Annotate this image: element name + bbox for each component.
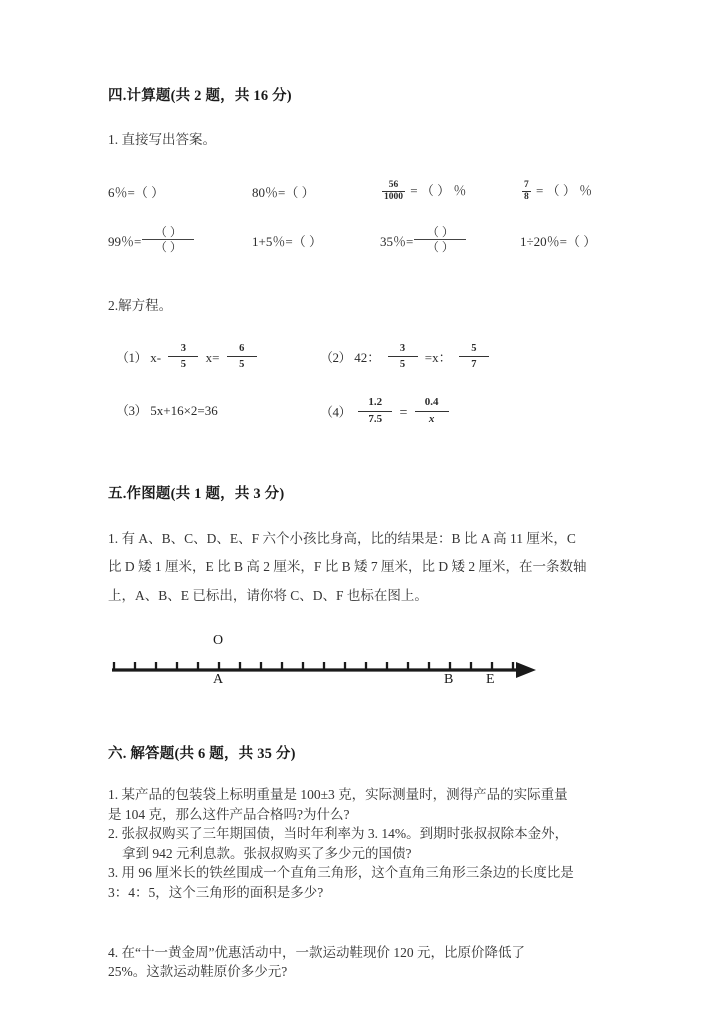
drawing-q1-line-3: 上，A、B、E 已标出，请你将 C、D、F 也标在图上。 xyxy=(108,587,428,603)
answering-question-2 xyxy=(108,824,614,863)
section-answering-heading: 六. 解答题(共 6 题，共 35 分) xyxy=(108,746,296,763)
answering-question-4 xyxy=(108,943,614,982)
equation-term-b: x= xyxy=(205,350,220,365)
calc-eq: = xyxy=(134,233,142,249)
fraction-denominator: 7.5 xyxy=(368,412,383,425)
calc-eq: = xyxy=(406,233,414,249)
calc-blank: （ ） xyxy=(292,233,322,249)
fraction-0p4-x xyxy=(415,396,449,427)
calc-eq: = xyxy=(410,182,418,198)
calc-item-35-percent xyxy=(380,225,467,255)
equation-term-a: 42： xyxy=(354,350,381,365)
answering-q2-line-2: 拿到 942 元利息款。张叔叔购买了多少元的国债? xyxy=(122,845,412,861)
number-line-figure xyxy=(108,626,548,708)
equation-label: （4） xyxy=(320,404,352,420)
equation-row-1 xyxy=(108,340,614,380)
fraction-numerator: 7 xyxy=(524,179,529,190)
fraction-denominator: （ ） xyxy=(154,239,182,254)
fraction-denominator: 8 xyxy=(524,191,529,202)
fraction-7-8 xyxy=(522,180,531,203)
fraction-numerator: 3 xyxy=(168,342,198,357)
calc-eq: = xyxy=(559,233,567,249)
fraction-numerator: 1.2 xyxy=(358,396,392,412)
calc-lhs: 1+5％ xyxy=(252,233,286,249)
answering-question-3 xyxy=(108,863,614,902)
section-calculation-heading: 四.计算题(共 2 题，共 16 分) xyxy=(108,88,292,104)
calc-item-7-over-8 xyxy=(520,180,592,203)
fraction-1p2-7p5 xyxy=(358,396,392,427)
equation-expression: 5x+16×2=36 xyxy=(150,403,218,419)
fraction-blank-over-blank xyxy=(142,225,194,255)
equation-label: （1） xyxy=(116,350,148,365)
calc-lhs: 6％ xyxy=(108,184,128,200)
fraction-numerator: 5 xyxy=(459,342,489,357)
number-line-arrow-icon xyxy=(516,662,536,678)
fraction-numerator: （ ） xyxy=(142,225,194,240)
calc-lhs: 80％ xyxy=(252,184,279,200)
equation-2 xyxy=(320,342,493,371)
fraction-6-5 xyxy=(227,342,257,371)
drawing-q1-line-1: 1. 有 A、B、C、D、E、F 六个小孩比身高，比的结果是：B 比 A 高 11 厘米，C xyxy=(108,531,576,547)
answering-q1-line-2: 是 104 克，那么这件产品合格吗?为什么? xyxy=(108,806,350,822)
answering-q3-line-1: 3. 用 96 厘米长的铁丝围成一个直角三角形，这个直角三角形三条边的长度比是 xyxy=(108,865,574,881)
fraction-numerator: 0.4 xyxy=(415,396,449,412)
fraction-denominator: 5 xyxy=(399,359,406,371)
calc-lhs: 99％ xyxy=(108,233,135,249)
number-line-label-A: A xyxy=(213,672,224,688)
section-drawing-heading: 五.作图题(共 1 题，共 3 分) xyxy=(108,486,285,503)
calc-q2-prompt: 2.解方程。 xyxy=(108,297,173,313)
calc-q1-row-2 xyxy=(108,222,614,262)
drawing-q1-line-2: 比 D 矮 1 厘米，E 比 B 高 2 厘米，F 比 B 矮 7 厘米，比 D 矮 2 厘米，在一条数轴 xyxy=(108,559,587,575)
calc-item-1-plus-5-percent xyxy=(252,231,322,250)
equation-4 xyxy=(320,396,453,427)
fraction-denominator: 7 xyxy=(471,359,477,371)
answering-q2-line-1: 2. 张叔叔购买了三年期国债，当时年利率为 3. 14%。到期时张叔叔除本金外， xyxy=(108,826,569,842)
calc-blank: （ ） xyxy=(420,182,451,198)
calc-q1-prompt: 1. 直接写出答案。 xyxy=(108,132,216,147)
page-content xyxy=(108,84,614,982)
fraction-denominator: x xyxy=(428,412,435,425)
equation-3 xyxy=(116,400,218,419)
calc-item-56-over-1000 xyxy=(380,180,466,203)
fraction-numerator: 6 xyxy=(227,342,257,357)
equation-row-2 xyxy=(108,394,614,438)
calc-item-80-percent xyxy=(252,182,315,201)
number-line-label-O: O xyxy=(213,633,224,649)
answering-questions xyxy=(108,785,614,982)
answering-question-1 xyxy=(108,785,614,824)
fraction-3-5 xyxy=(388,342,418,371)
calc-eq: = xyxy=(285,233,293,249)
calc-lhs: 1÷20％ xyxy=(520,233,560,249)
equation-label: （2） xyxy=(320,350,352,365)
answering-q3-line-2: 3：4：5，这个三角形的面积是多少? xyxy=(108,884,324,900)
calc-unit: ％ xyxy=(579,182,593,198)
equation-1 xyxy=(116,342,261,371)
equation-term-a: x- xyxy=(150,350,162,365)
equation-equals: = xyxy=(399,405,408,421)
calc-blank: （ ） xyxy=(546,182,576,198)
fraction-denominator: 1000 xyxy=(384,191,403,202)
calc-eq: = xyxy=(278,184,286,200)
section-drawing xyxy=(108,482,614,708)
section-calculation xyxy=(108,84,614,438)
fraction-56-1000 xyxy=(382,180,405,203)
equation-label: （3） xyxy=(116,403,148,419)
answering-q4-line-2: 25%。这款运动鞋原价多少元? xyxy=(108,964,288,980)
fraction-numerator: 56 xyxy=(382,180,405,192)
drawing-q1-text xyxy=(108,525,614,610)
calc-blank: （ ） xyxy=(285,184,315,200)
fraction-3-5 xyxy=(168,342,198,371)
calc-q1-row-1 xyxy=(108,176,614,212)
fraction-blank-over-blank xyxy=(414,225,466,255)
calc-item-99-percent xyxy=(108,225,195,255)
calc-blank: （ ） xyxy=(134,184,165,200)
number-line-label-B: B xyxy=(444,672,454,688)
answering-q4-line-1: 4. 在“十一黄金周”优惠活动中，一款运动鞋现价 120 元，比原价降低了 xyxy=(108,944,525,960)
fraction-denominator: 5 xyxy=(239,359,245,371)
calc-eq: = xyxy=(536,182,544,198)
calc-item-1-div-20-percent xyxy=(520,231,596,250)
fraction-denominator: 5 xyxy=(180,359,186,371)
number-line-svg xyxy=(108,626,540,696)
fraction-numerator: 3 xyxy=(388,342,418,357)
calc-eq: = xyxy=(127,184,135,200)
fraction-denominator: （ ） xyxy=(426,239,454,254)
number-line-label-E: E xyxy=(486,672,495,688)
section-answering xyxy=(108,742,614,982)
fraction-numerator: （ ） xyxy=(414,225,466,240)
fraction-5-7 xyxy=(459,342,489,371)
answering-q1-line-1: 1. 某产品的包装袋上标明重量是 100±3 克，实际测量时，测得产品的实际重量 xyxy=(108,787,568,803)
equation-term-b: =x： xyxy=(424,350,452,365)
calc-unit: ％ xyxy=(453,182,467,198)
calc-lhs: 35％ xyxy=(380,233,407,249)
calc-blank: （ ） xyxy=(566,233,597,249)
calc-item-6-percent xyxy=(108,182,164,201)
